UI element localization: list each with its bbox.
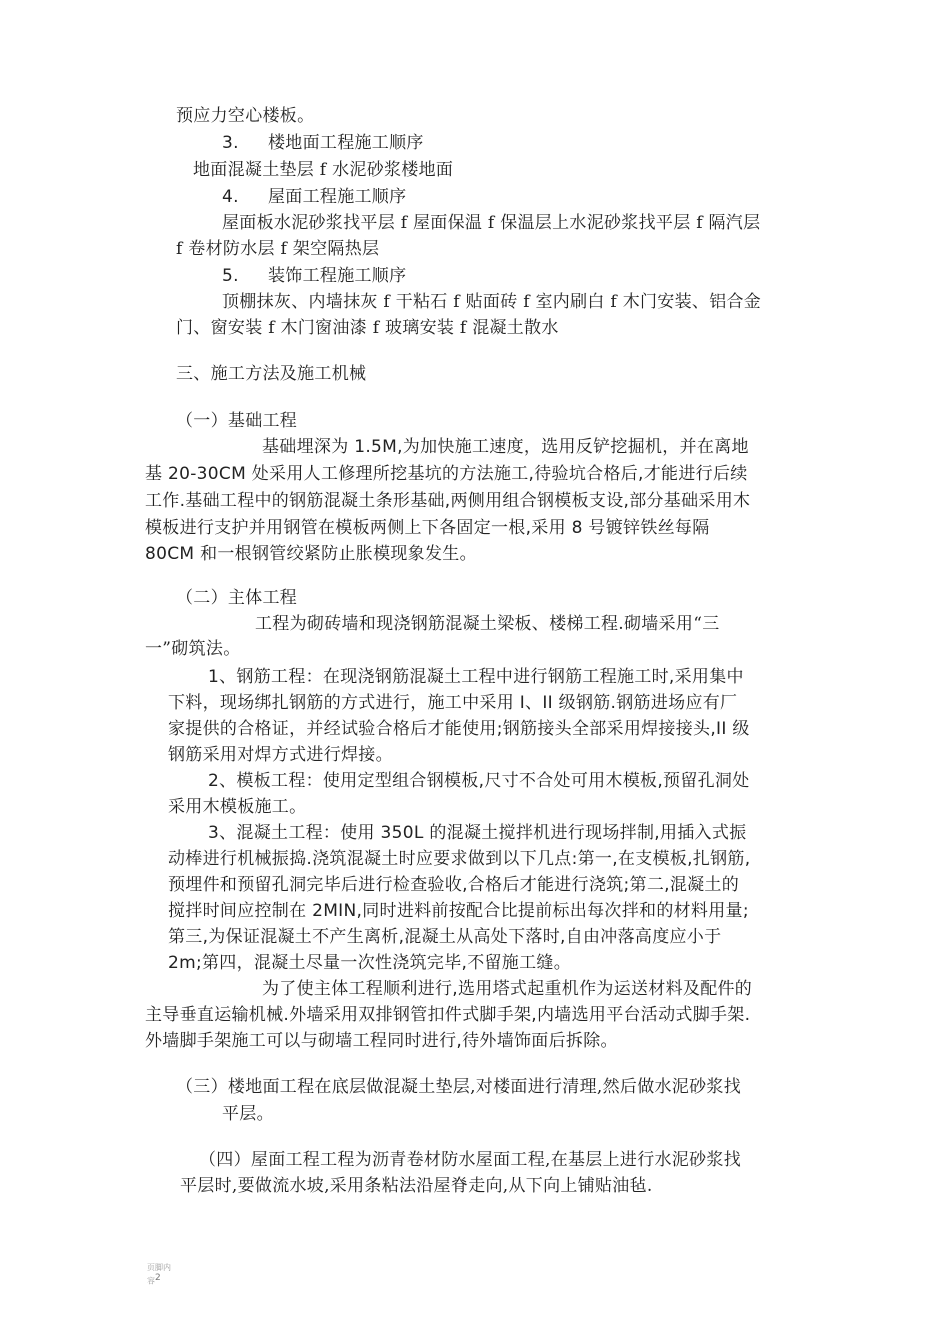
main-structure-intro-line: 工程为砌砖墙和现浇钢筋混凝土梁板、楼梯工程.砌墙采用“三	[255, 614, 720, 634]
concrete-paragraph-line: 2m;第四，混凝土尽量一次性浇筑完毕,不留施工缝。	[168, 953, 572, 973]
item-3-heading	[222, 130, 424, 156]
item-3-title: 楼地面工程施工顺序	[268, 133, 424, 153]
main-structure-heading: （二）主体工程	[176, 588, 298, 608]
concrete-paragraph-line: 动棒进行机械振捣.浇筑混凝土时应要求做到以下几点:第一,在支模板,扎钢筋,	[168, 849, 751, 869]
foundation-paragraph-line: 80CM 和一根钢管绞紧防止胀模现象发生。	[145, 544, 477, 564]
item-5-number: 5.	[222, 266, 239, 286]
crane-paragraph-line: 主导垂直运输机械.外墙采用双排钢管扣件式脚手架,内墙选用平台活动式脚手架.	[145, 1005, 751, 1025]
page-footer	[147, 1262, 171, 1287]
foundation-paragraph-line: 模板进行支护并用钢管在模板两侧上下各固定一根,采用 8 号镀锌铁丝每隔	[145, 518, 710, 538]
item-4-title: 屋面工程施工顺序	[268, 187, 407, 207]
rebar-paragraph-line: 家提供的合格证，并经试验合格后才能使用;钢筋接头全部采用焊接接头,II 级	[168, 719, 750, 739]
floor-paragraph-line: 平层。	[222, 1104, 274, 1124]
concrete-paragraph-line: 搅拌时间应控制在 2MIN,同时进料前按配合比提前标出每次拌和的材料用量;	[168, 901, 749, 921]
concrete-paragraph-line: 预埋件和预留孔洞完毕后进行检查验收,合格后才能进行浇筑;第二,混凝土的	[168, 875, 740, 895]
section-3-heading: 三、施工方法及施工机械	[176, 364, 367, 384]
item-5-heading	[222, 263, 406, 289]
item-5-body-line: 顶棚抹灰、内墙抹灰 f 干粘石 f 贴面砖 f 室内刷白 f 木门安装、铝合金	[222, 292, 762, 312]
concrete-paragraph-line: 3、混凝土工程：使用 350L 的混凝土搅拌机进行现场拌制,用插入式振	[208, 823, 747, 843]
page-number: 2	[155, 1273, 161, 1283]
main-structure-intro-line: 一”砌筑法。	[145, 639, 241, 659]
rebar-paragraph-line: 1、钢筋工程：在现浇钢筋混凝土工程中进行钢筋工程施工时,采用集中	[208, 667, 744, 687]
item-5-title: 装饰工程施工顺序	[268, 266, 407, 286]
item-4-heading	[222, 184, 406, 210]
foundation-paragraph-line: 基础埋深为 1.5M,为加快施工速度，选用反铲挖掘机，并在离地	[262, 437, 749, 457]
item-4-body-line: 屋面板水泥砂浆找平层 f 屋面保温 f 保温层上水泥砂浆找平层 f 隔汽层	[222, 213, 761, 233]
formwork-paragraph-line: 2、模板工程：使用定型组合钢模板,尺寸不合处可用木模板,预留孔洞处	[208, 771, 750, 791]
floor-paragraph-line: （三）楼地面工程在底层做混凝土垫层,对楼面进行清理,然后做水泥砂浆找	[176, 1077, 742, 1097]
foundation-heading: （一）基础工程	[176, 411, 298, 431]
foundation-paragraph-line: 工作.基础工程中的钢筋混凝土条形基础,两侧用组合钢模板支设,部分基础采用木	[145, 491, 751, 511]
concrete-paragraph-line: 第三,为保证混凝土不产生离析,混凝土从高处下落时,自由冲落高度应小于	[168, 927, 722, 947]
prestressed-slab-line: 预应力空心楼板。	[176, 106, 315, 126]
roof-paragraph-line: （四）屋面工程工程为沥青卷材防水屋面工程,在基层上进行水泥砂浆找	[199, 1150, 742, 1170]
item-3-body: 地面混凝土垫层 f 水泥砂浆楼地面	[193, 160, 454, 180]
crane-paragraph-line: 为了使主体工程顺利进行,选用塔式起重机作为运送材料及配件的	[262, 979, 753, 999]
footer-label: 容	[147, 1276, 155, 1286]
formwork-paragraph-line: 采用木模板施工。	[168, 797, 307, 817]
item-5-body-line: 门、窗安装 f 木门窗油漆 f 玻璃安装 f 混凝土散水	[176, 318, 559, 338]
item-4-body-line: f 卷材防水层 f 架空隔热层	[176, 239, 380, 259]
crane-paragraph-line: 外墙脚手架施工可以与砌墙工程同时进行,待外墙饰面后拆除。	[145, 1031, 618, 1051]
item-3-number: 3.	[222, 133, 239, 153]
rebar-paragraph-line: 钢筋采用对焊方式进行焊接。	[168, 745, 393, 765]
roof-paragraph-line: 平层时,要做流水坡,采用条粘法沿屋脊走向,从下向上铺贴油毡.	[180, 1176, 653, 1196]
rebar-paragraph-line: 下料，现场绑扎钢筋的方式进行，施工中采用 I、II 级钢筋.钢筋进场应有厂	[168, 693, 738, 713]
item-4-number: 4.	[222, 187, 239, 207]
footer-label: 页脚内	[147, 1263, 171, 1272]
foundation-paragraph-line: 基 20-30CM 处采用人工修理所挖基坑的方法施工,待验坑合格后,才能进行后续	[145, 464, 748, 484]
